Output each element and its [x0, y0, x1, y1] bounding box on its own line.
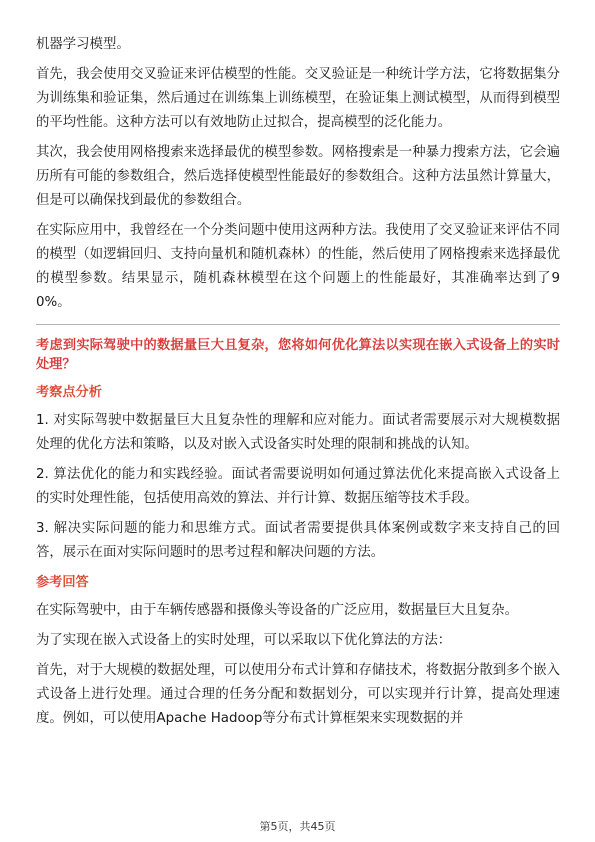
analysis-point: 2. 算法优化的能力和实践经验。面试者需要说明如何通过算法优化来提高嵌入式设备上的实时处理性能，包括使用高效的算法、并行计算、数据压缩等技术手段。: [36, 467, 560, 506]
reference-paragraph: 在实际驾驶中，由于车辆传感器和摄像头等设备的广泛应用，数据量巨大且复杂。: [36, 603, 519, 618]
reference-paragraph: 首先，对于大规模的数据处理，可以使用分布式计算和存储技术，将数据分散到多个嵌入式设备上进行处理。通过合理的任务分配和数据划分，可以实现并行计算，提高处理速度。例如，可以使用Apache Hadoop等分布式计算框架来实现数据的并: [36, 663, 560, 726]
reference-paragraph: 为了实现在嵌入式设备上的实时处理，可以采取以下优化算法的方法：: [36, 633, 452, 648]
question-heading: 考虑到实际驾驶中的数据量巨大且复杂，您将如何优化算法以实现在嵌入式设备上的实时处理？: [36, 338, 560, 372]
document-page: [36, 33, 560, 737]
intro-tail-text: 机器学习模型。: [36, 37, 130, 52]
analysis-heading: 考察点分析: [36, 385, 102, 400]
answer-paragraph: 首先，我会使用交叉验证来评估模型的性能。交叉验证是一种统计学方法，它将数据集分为训练集和验证集，然后通过在训练集上训练模型，在验证集上测试模型，从而得到模型的平均性能。这种方法可以有效地防止过拟合，提高模型的泛化能力。: [36, 67, 560, 130]
page-number: 第5页，共45页: [259, 820, 336, 833]
reference-heading: 参考回答: [36, 575, 89, 590]
answer-paragraph: 在实际应用中，我曾经在一个分类问题中使用这两种方法。我使用了交叉验证来评估不同的模型（如逻辑回归、支持向量机和随机森林）的性能，然后使用了网格搜索来选择最优的模型参数。结果显示，随机森林模型在这个问题上的性能最好，其准确率达到了90%。: [36, 223, 560, 310]
answer-paragraph: 其次，我会使用网格搜索来选择最优的模型参数。网格搜索是一种暴力搜索方法，它会遍历所有可能的参数组合，然后选择使模型性能最好的参数组合。这种方法虽然计算量大，但是可以确保找到最优的参数组合。: [36, 145, 560, 208]
analysis-point: 3. 解决实际问题的能力和思维方式。面试者需要提供具体案例或数字来支持自己的回答，展示在面对实际问题时的思考过程和解决问题的方法。: [36, 521, 560, 560]
section-divider: [36, 324, 560, 325]
analysis-point: 1. 对实际驾驶中数据量巨大且复杂性的理解和应对能力。面试者需要展示对大规模数据处理的优化方法和策略，以及对嵌入式设备实时处理的限制和挑战的认知。: [36, 413, 560, 452]
